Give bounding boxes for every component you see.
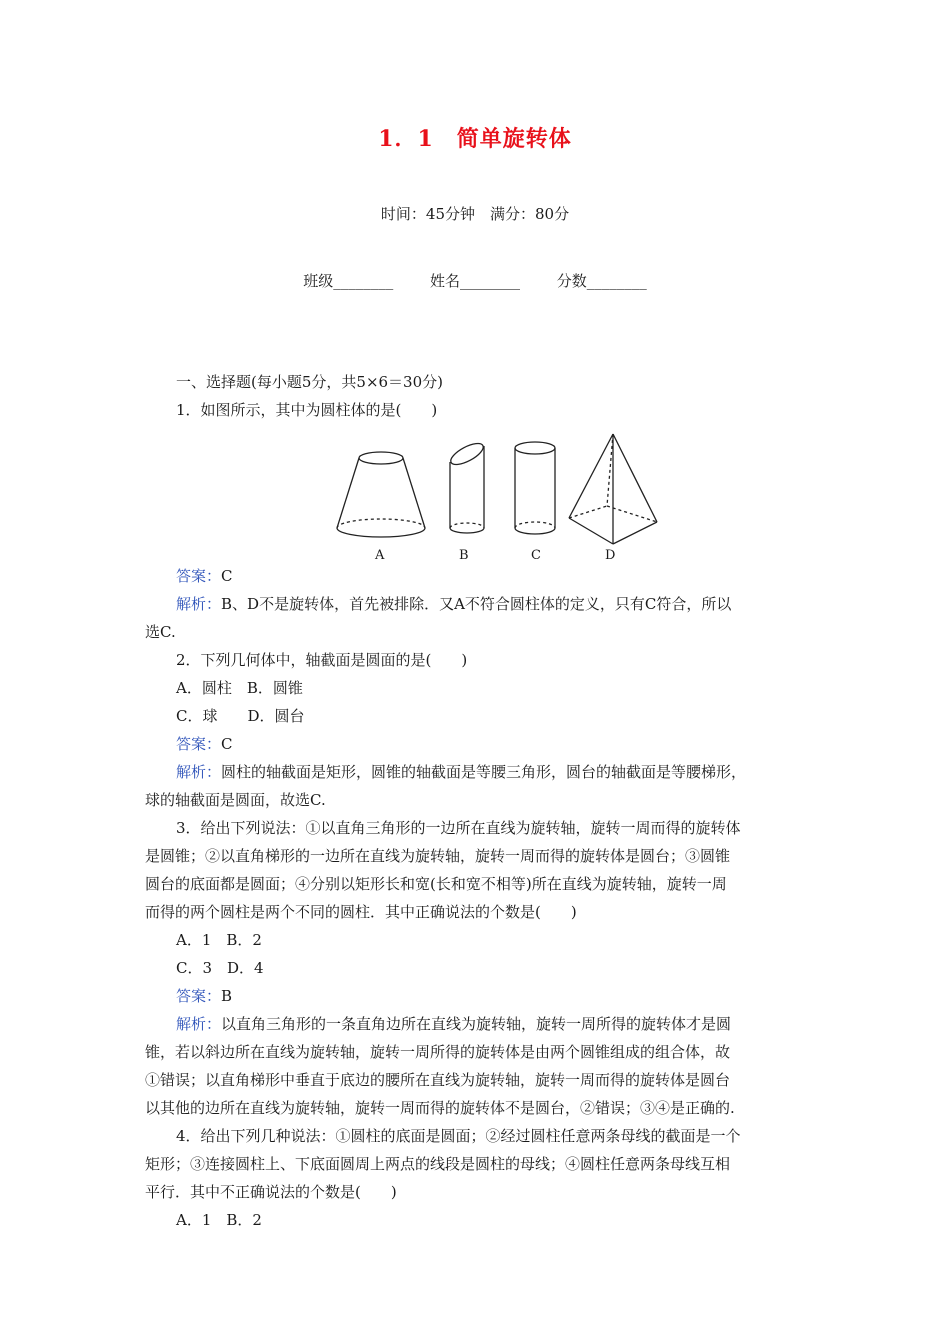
label-d: D [605,548,616,563]
score-field: 分数________ [556,272,647,290]
analysis-text: 锥，若以斜边所在直线为旋转轴，旋转一周所得的旋转体是由两个圆锥组成的组合体，故 [145,1043,731,1061]
frustum-shape-a [337,452,425,537]
answer-label: 答案： [176,987,222,1005]
options-line: A．1 B．2 [176,931,262,949]
answer-label: 答案： [176,735,222,753]
analysis-line [145,590,810,618]
analysis-text: 以其他的边所在直线为旋转轴，旋转一周而得的旋转体不是圆台，②错误；③④是正确的. [145,1099,735,1117]
question-4-stem: 4．给出下列几种说法：①圆柱的底面是圆面；②经过圆柱任意两条母线的截面是一个 [176,1127,741,1145]
question-3-stem: 是圆锥；②以直角梯形的一边所在直线为旋转轴，旋转一周而得的旋转体是圆台；③圆锥 [145,847,731,865]
options-line: C．3 D．4 [176,959,264,977]
question-3-stem: 3．给出下列说法：①以直角三角形的一边所在直线为旋转轴，旋转一周而得的旋转体 [176,819,741,837]
answer-line [145,982,810,1010]
solids-diagram [145,426,810,546]
answer-value: C [221,735,233,753]
label-b: B [459,548,469,563]
answer-line [145,730,810,758]
question-1-stem: 1．如图所示，其中为圆柱体的是( ) [176,401,438,419]
page-title: 1．1 简单旋转体 [378,126,572,152]
answer-value: C [221,567,233,585]
options-line: A．1 B．2 [176,1211,262,1229]
section-heading: 一、选择题(每小题5分，共5×6＝30分) [176,373,443,391]
cylinder-shape-c [515,442,555,534]
analysis-label: 解析： [176,1015,222,1033]
label-a: A [375,548,385,563]
name-field: 姓名________ [429,272,520,290]
answer-value: B [221,987,233,1005]
question-3-stem: 圆台的底面都是圆面；④分别以矩形长和宽(长和宽不相等)所在直线为旋转轴，旋转一周 [145,875,727,893]
analysis-line [145,758,810,786]
analysis-text: 球的轴截面是圆面，故选C. [145,791,326,809]
pyramid-shape-d [569,434,657,544]
class-field: 班级________ [303,272,394,290]
options-line: A．圆柱 B．圆锥 [176,679,303,697]
analysis-text: 圆柱的轴截面是矩形，圆锥的轴截面是等腰三角形，圆台的轴截面是等腰梯形， [221,763,747,781]
figure-labels [145,542,810,562]
analysis-label: 解析： [176,595,222,613]
analysis-text: B、D不是旋转体，首先被排除．又A不符合圆柱体的定义，只有C符合，所以 [221,595,732,613]
student-info-line [0,270,950,291]
question-content [145,368,810,1234]
analysis-label: 解析： [176,763,222,781]
solids-figure [145,426,810,546]
oblique-cut-cylinder-b [448,439,486,533]
question-4-stem: 矩形；③连接圆柱上、下底面圆周上两点的线段是圆柱的母线；④圆柱任意两条母线互相 [145,1155,731,1173]
label-c: C [531,548,541,563]
exam-time-info: 时间：45分钟 满分：80分 [380,205,570,223]
analysis-text: ①错误；以直角梯形中垂直于底边的腰所在直线为旋转轴，旋转一周而得的旋转体是圆台 [145,1071,731,1089]
options-line: C．球 D．圆台 [176,707,305,725]
question-3-stem: 而得的两个圆柱是两个不同的圆柱．其中正确说法的个数是( ) [145,903,577,921]
answer-label: 答案： [176,567,222,585]
answer-line [145,562,810,590]
question-4-stem: 平行．其中不正确说法的个数是( ) [145,1183,397,1201]
analysis-text: 以直角三角形的一条直角边所在直线为旋转轴，旋转一周所得的旋转体才是圆 [221,1015,732,1033]
question-2-stem: 2．下列几何体中，轴截面是圆面的是( ) [176,651,468,669]
analysis-line [145,1010,810,1038]
analysis-text: 选C. [145,623,176,641]
